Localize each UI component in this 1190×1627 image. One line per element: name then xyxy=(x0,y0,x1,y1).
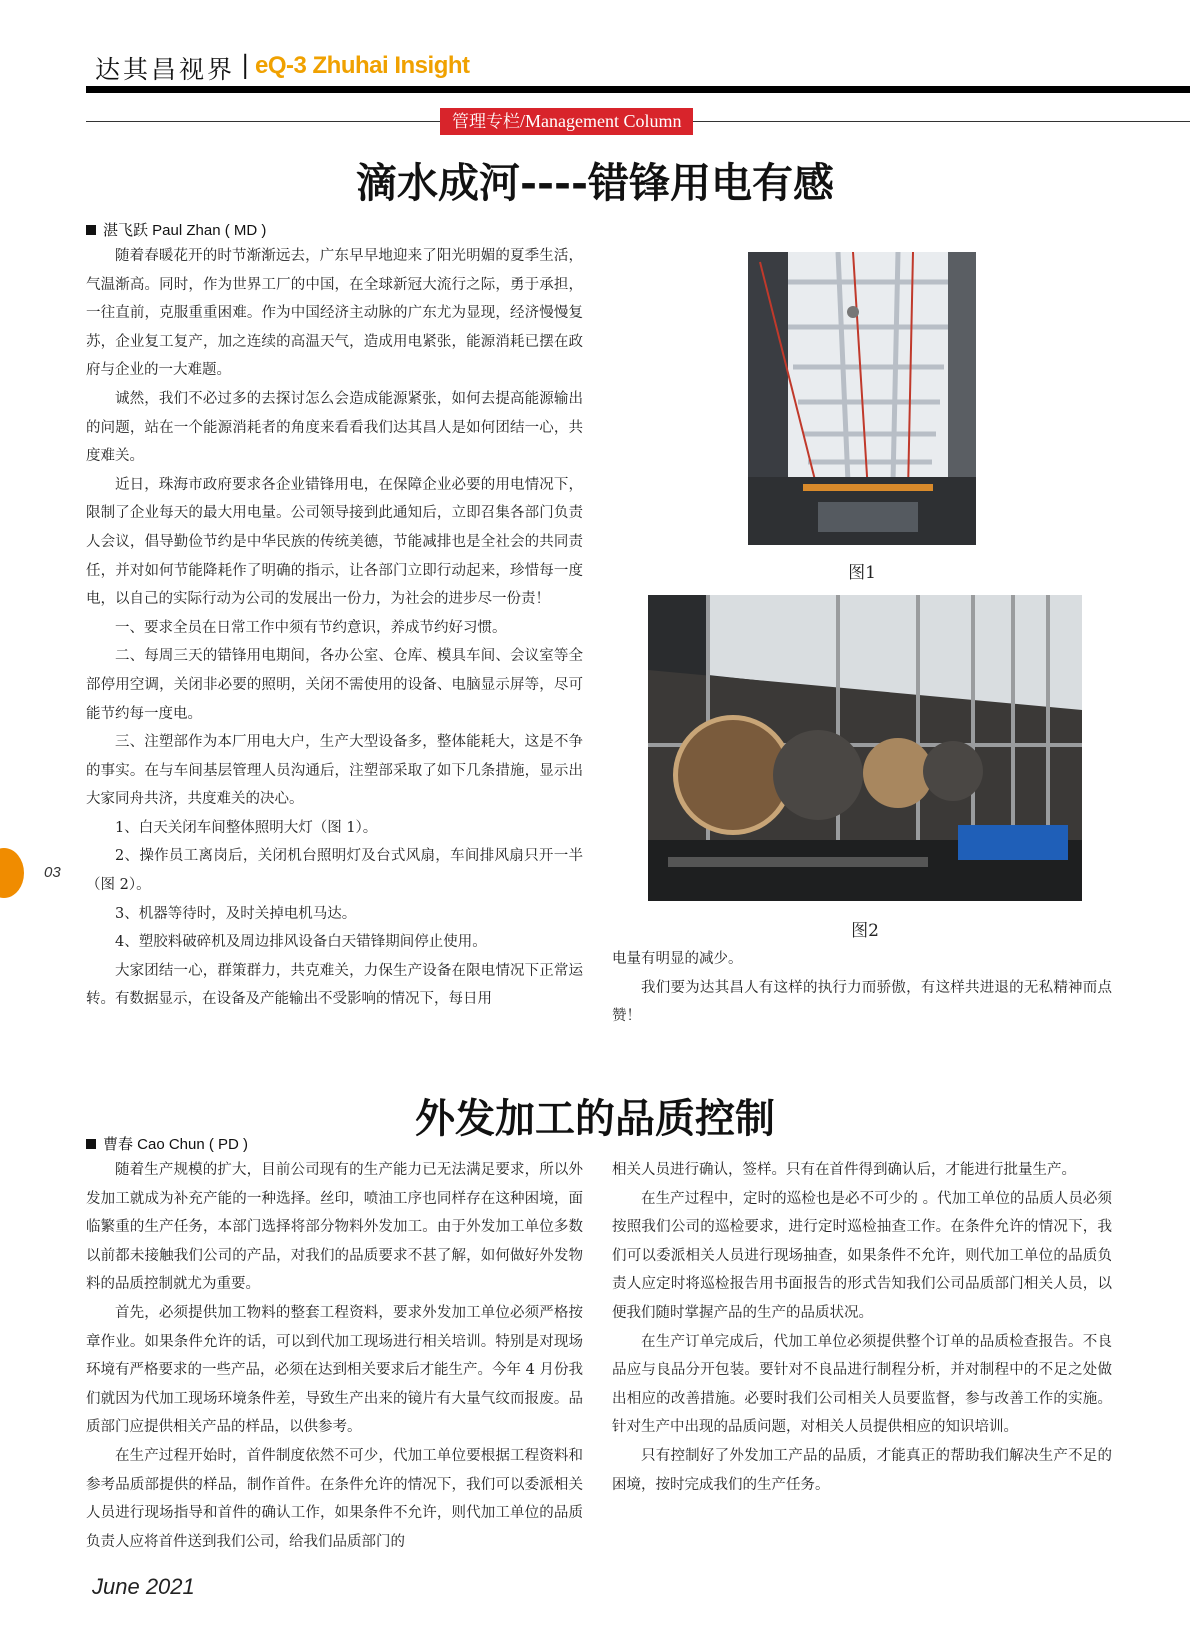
paragraph: 诚然，我们不必过多的去探讨怎么会造成能源紧张，如何去提高能源输出的问题，站在一个能源消耗者的角度来看看我们达其昌人是如何团结一心，共度难关。 xyxy=(86,390,583,465)
column-tag-cn: 管理专栏 xyxy=(452,112,520,132)
paragraph: 1、白天关闭车间整体照明大灯（图 1）。 xyxy=(115,819,378,836)
paragraph: 在生产过程开始时，首件制度依然不可少，代加工单位要根据工程资料和参考品质部提供的样品，制作首件。在条件允许的情况下，我们可以委派相关人员进行现场指导和首件的确认工作，如果条件不允许，则代加工单位的品质负责人应将首件送到我们公司，给我们品质部门的 xyxy=(86,1447,583,1550)
paragraph: 一、要求全员在日常工作中须有节约意识，养成节约好习惯。 xyxy=(115,619,507,636)
article2-title: 外发加工的品质控制 xyxy=(415,1095,775,1142)
paragraph: 我们要为达其昌人有这样的执行力而骄傲，有这样共进退的无私精神而点赞！ xyxy=(612,979,1112,1025)
article1-left-column xyxy=(86,242,583,1014)
paragraph: 4、塑胶料破碎机及周边排风设备白天错锋期间停止使用。 xyxy=(115,934,487,951)
page-number: 03 xyxy=(44,864,61,881)
article1-byline-text: 湛飞跃 Paul Zhan ( MD ) xyxy=(103,222,267,239)
column-tag-en: /Management Column xyxy=(520,111,682,131)
figure-2-caption: 图2 xyxy=(851,921,879,941)
paragraph: 二、每周三天的错锋用电期间，各办公室、仓库、模具车间、会议室等全部停用空调，关闭非必要的照明，关闭不需使用的设备、电脑显示屏等，尽可能节约每一度电。 xyxy=(86,648,583,722)
byline-square-icon xyxy=(86,225,96,235)
paragraph: 在生产订单完成后，代加工单位必须提供整个订单的品质检查报告。不良品应与良品分开包装。要针对不良品进行制程分析，并对制程中的不足之处做出相应的改善措施。必要时我们公司相关人员要监督，参与改善工作的实施。针对生产中出现的品质问题，对相关人员提供相应的知识培训。 xyxy=(612,1333,1112,1436)
header-rule-thick xyxy=(86,86,1190,93)
masthead-title-en: eQ-3 Zhuhai Insight xyxy=(255,52,470,79)
paragraph: 随着生产规模的扩大，目前公司现有的生产能力已无法满足要求，所以外发加工就成为补充产能的一种选择。丝印，喷油工序也同样存在这种困境，面临繁重的生产任务，本部门选择将部分物料外发加工。由于外发加工单位多数以前都未接触我们公司的产品，对我们的品质要求不甚了解，如何做好外发物料的品质控制就尤为重要。 xyxy=(86,1162,583,1293)
figure-1-image xyxy=(748,252,976,545)
article1-right-column xyxy=(612,945,1112,1031)
figure-1-caption: 图1 xyxy=(848,563,876,583)
paragraph: 只有控制好了外发加工产品的品质，才能真正的帮助我们解决生产不足的困境，按时完成我们的生产任务。 xyxy=(612,1447,1112,1493)
paragraph: 电量有明显的减少。 xyxy=(612,951,743,967)
article2-right-column xyxy=(612,1156,1112,1499)
article1-byline xyxy=(86,219,266,240)
article2-byline-text: 曹春 Cao Chun ( PD ) xyxy=(103,1136,249,1153)
article2-left-column xyxy=(86,1156,583,1556)
paragraph: 近日，珠海市政府要求各企业错锋用电，在保障企业必要的用电情况下，限制了企业每天的最大用电量。公司领导接到此通知后，立即召集各部门负责人会议，倡导勤俭节约是中华民族的传统美德，节能减排也是全社会的共同责任，并对如何节能降耗作了明确的指示，让各部门立即行动起来，珍惜每一度电，以自己的实际行动为公司的发展出一份力，为社会的进步尽一份责！ xyxy=(86,476,583,608)
figure-2-image xyxy=(648,595,1082,901)
column-tag xyxy=(440,108,693,135)
paragraph: 随着春暖花开的时节渐渐远去，广东早早地迎来了阳光明媚的夏季生活，气温渐高。同时，作为世界工厂的中国，在全球新冠大流行之际，勇于承担，一往直前，克服重重困难。作为中国经济主动脉的广东尤为显现，经济慢慢复苏，企业复工复产，加之连续的高温天气，造成用电紧张，能源消耗已摆在政府与企业的一大难题。 xyxy=(86,248,583,379)
figure-1-ceiling-photo xyxy=(748,252,976,545)
article2-byline xyxy=(86,1133,248,1154)
paragraph: 大家团结一心，群策群力，共克难关，力保生产设备在限电情况下正常运转。有数据显示，在设备及产能输出不受影响的情况下，每日用 xyxy=(86,962,583,1008)
masthead-title-cn: 达其昌视界 xyxy=(95,55,236,84)
paragraph: 3、机器等待时，及时关掉电机马达。 xyxy=(115,905,357,922)
page-number-dot xyxy=(0,848,24,898)
byline-square-icon xyxy=(86,1139,96,1149)
paragraph: 三、注塑部作为本厂用电大户，生产大型设备多，整体能耗大，这是不争的事实。在与车间基层管理人员沟通后，注塑部采取了如下几条措施，显示出大家同舟共济，共度难关的决心。 xyxy=(86,734,583,808)
issue-date: June 2021 xyxy=(92,1574,195,1599)
paragraph: 在生产过程中，定时的巡检也是必不可少的 。代加工单位的品质人员必须按照我们公司的巡检要求，进行定时巡检抽查工作。在条件允许的情况下，我们可以委派相关人员进行现场抽查，如果条件不允许，则代加工单位的品质负责人应定时将巡检报告用书面报告的形式告知我们公司品质部门相关人员，以便我们随时掌握产品的生产的品质状况。 xyxy=(612,1190,1112,1321)
paragraph: 相关人员进行确认，签样。只有在首件得到确认后，才能进行批量生产。 xyxy=(612,1162,1076,1178)
figure-2-fans-photo xyxy=(648,595,1082,901)
article1-title: 滴水成河----错锋用电有感 xyxy=(355,159,835,207)
paragraph: 首先，必须提供加工物料的整套工程资料，要求外发加工单位必须严格按章作业。如果条件允许的话，可以到代加工现场进行相关培训。特别是对现场环境有严格要求的一些产品，必须在达到相关要求后才能生产。今年 4 月份我们就因为代加工现场环境条件差，导致生产出来的镜片有大量气纹而报废。品质部门应提供相关产品的样品，以供参考。 xyxy=(86,1304,583,1436)
paragraph: 2、操作员工离岗后，关闭机台照明灯及台式风扇，车间排风扇只开一半（图 2）。 xyxy=(86,848,583,894)
masthead-separator: | xyxy=(241,50,250,79)
